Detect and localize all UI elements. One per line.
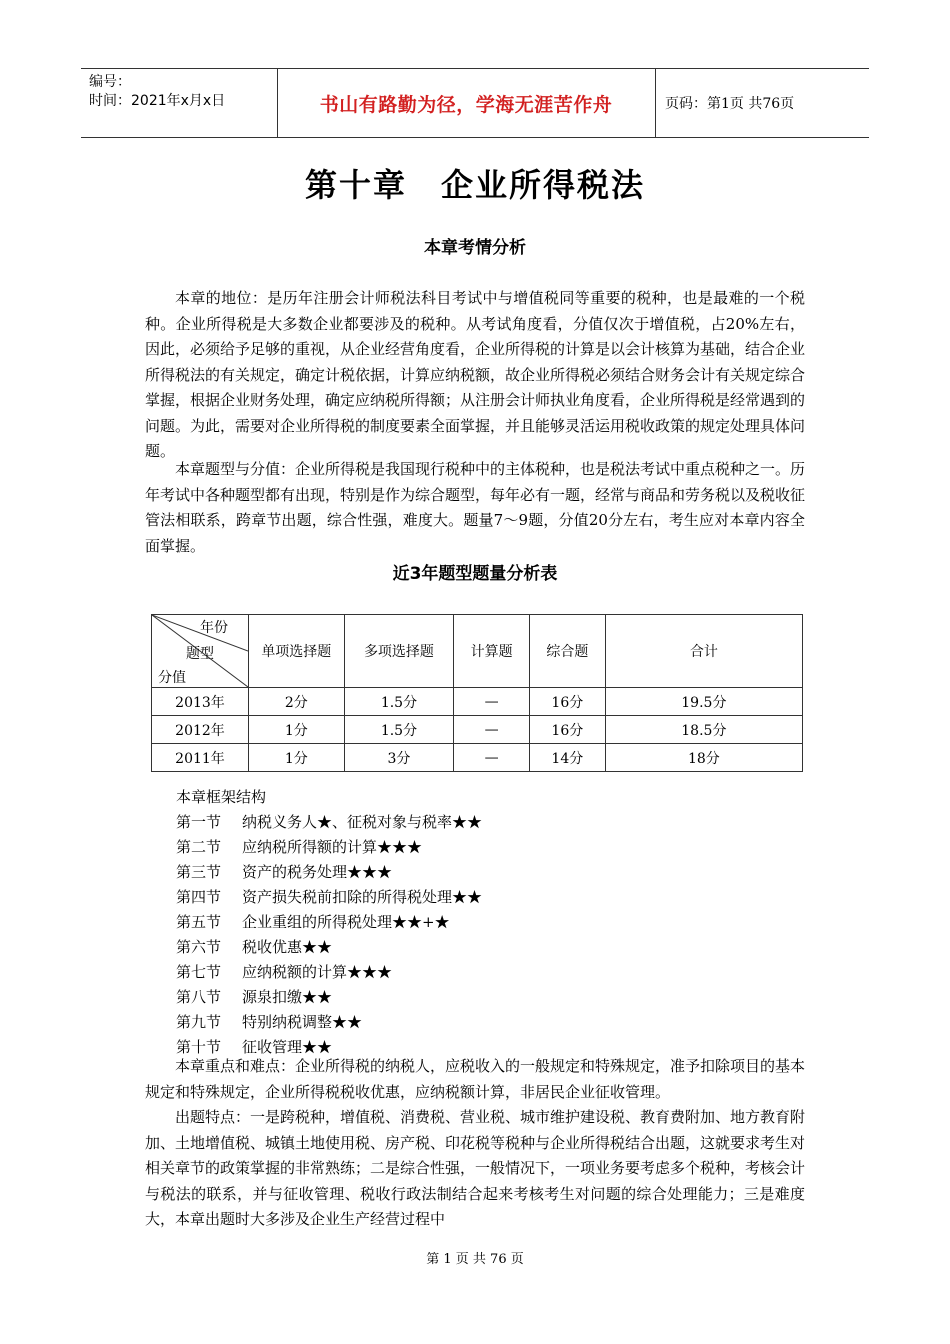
paragraph-question-types: 本章题型与分值：企业所得税是我国现行税种中的主体税种，也是税法考试中重点税种之一。历年考试中各种题型都有出现，特别是作为综合题型，每年必有一题，经常与商品和劳务税以及税收征管法相联系，跨章节出题，综合性强，难度大。题量7～9题，分值20分左右，考生应对本章内容全面掌握。 xyxy=(145,460,806,555)
section-number: 第七节 xyxy=(176,963,222,981)
table-cell: 1分 xyxy=(249,744,345,772)
header-motto: 书山有路勤为径，学海无涯苦作舟 xyxy=(319,93,613,116)
structure-item xyxy=(176,1010,482,1035)
table-cell: 3分 xyxy=(344,744,454,772)
section-subtitle: 本章考情分析 xyxy=(424,238,526,258)
header-page-info: 页码：第1页 共76页 xyxy=(665,96,795,112)
document-number-label: 编号： xyxy=(89,74,131,90)
section-topic: 应纳税所得额的计算★★★ xyxy=(242,838,423,856)
section-topic: 资产的税务处理★★★ xyxy=(242,863,393,881)
paragraph-key-points: 本章重点和难点：企业所得税的纳税人，应税收入的一般规定和特殊规定，准予扣除项目的基本规定和特殊规定，企业所得税税收优惠，应纳税额计算，非居民企业征收管理。 xyxy=(145,1057,806,1101)
table-cell: 18分 xyxy=(605,744,802,772)
paragraph-exam-features: 出题特点：一是跨税种，增值税、消费税、营业税、城市维护建设税、教育费附加、地方教育附加、土地增值税、城镇土地使用税、房产税、印花税等税种与企业所得税结合出题，这就要求考生对相关章节的政策掌握的非常熟练；二是综合性强，一般情况下，一项业务要考虑多个税种，考核会计与税法的联系，并与征收管理、税收行政法制结合起来考核考生对问题的综合处理能力；三是难度大，本章出题时大多涉及企业生产经营过程中 xyxy=(145,1108,806,1228)
table-cell: 1.5分 xyxy=(344,688,454,716)
section-number: 第二节 xyxy=(176,838,222,856)
structure-item xyxy=(176,810,482,835)
paragraph-chapter-status: 本章的地位：是历年注册会计师税法科目考试中与增值税同等重要的税种，也是最难的一个税种。企业所得税是大多数企业都要涉及的税种。从考试角度看，分值仅次于增值税，占20%左右，因此，必须给予足够的重视，从企业经营角度看，企业所得税的计算是以会计核算为基础，结合企业所得税法的有关规定，确定计税依据，计算应纳税额，故企业所得税必须结合财务会计有关规定综合掌握，根据企业财务处理，确定应纳税所得额；从注册会计师执业角度看，企业所得税是经常遇到的问题。为此，需要对企业所得税的制度要素全面掌握，并且能够灵活运用税收政策的规定处理具体问题。 xyxy=(145,289,806,460)
section-number: 第四节 xyxy=(176,888,222,906)
table-cell: 2011年 xyxy=(152,744,249,772)
section-topic: 应纳税额的计算★★★ xyxy=(242,963,393,981)
table-cell: — xyxy=(454,744,530,772)
section-number: 第一节 xyxy=(176,813,222,831)
table-cell: 16分 xyxy=(529,688,605,716)
table-header-cell: 计算题 xyxy=(454,615,530,688)
section-topic: 税收优惠★★ xyxy=(242,938,333,956)
section-topic: 纳税义务人★、征税对象与税率★★ xyxy=(242,813,483,831)
section-number: 第三节 xyxy=(176,863,222,881)
table-header-cell: 综合题 xyxy=(529,615,605,688)
question-analysis-table xyxy=(151,614,803,772)
structure-item xyxy=(176,910,482,935)
section-topic: 资产损失税前扣除的所得税处理★★ xyxy=(242,888,483,906)
table-cell: 2分 xyxy=(249,688,345,716)
page-header xyxy=(81,68,869,138)
structure-item xyxy=(176,960,482,985)
header-divider xyxy=(655,69,656,137)
document-date: 时间：2021年x月x日 xyxy=(89,93,226,109)
table-cell: 2013年 xyxy=(152,688,249,716)
section-number: 第九节 xyxy=(176,1013,222,1031)
table-cell: 19.5分 xyxy=(605,688,802,716)
table-cell: 18.5分 xyxy=(605,716,802,744)
structure-item xyxy=(176,885,482,910)
table-header-cell: 合计 xyxy=(605,615,802,688)
chapter-title: 第十章 企业所得税法 xyxy=(304,166,645,204)
table-cell: — xyxy=(454,688,530,716)
section-number: 第六节 xyxy=(176,938,222,956)
table-header-row xyxy=(152,615,803,688)
header-meta xyxy=(89,73,225,111)
section-number: 第十节 xyxy=(176,1038,222,1056)
page-footer: 第 1 页 共 76 页 xyxy=(426,1252,524,1267)
structure-item xyxy=(176,860,482,885)
header-score-label: 分值 xyxy=(158,670,186,686)
table-row xyxy=(152,716,803,744)
section-topic: 源泉扣缴★★ xyxy=(242,988,333,1006)
table-cell: 2012年 xyxy=(152,716,249,744)
structure-heading: 本章框架结构 xyxy=(176,788,267,806)
section-number: 第八节 xyxy=(176,988,222,1006)
section-number: 第五节 xyxy=(176,913,222,931)
table-cell: 1.5分 xyxy=(344,716,454,744)
structure-item xyxy=(176,935,482,960)
table-row xyxy=(152,688,803,716)
table-row xyxy=(152,744,803,772)
section-topic: 企业重组的所得税处理★★+★ xyxy=(242,913,450,931)
structure-item xyxy=(176,835,482,860)
table-cell: 14分 xyxy=(529,744,605,772)
header-year-label: 年份 xyxy=(200,620,228,636)
table-cell: 1分 xyxy=(249,716,345,744)
section-topic: 征收管理★★ xyxy=(242,1038,333,1056)
structure-item xyxy=(176,985,482,1010)
table-cell: 16分 xyxy=(529,716,605,744)
header-type-label: 题型 xyxy=(186,646,214,662)
table-header-cell: 多项选择题 xyxy=(344,615,454,688)
table-header-cell: 单项选择题 xyxy=(249,615,345,688)
section-topic: 特别纳税调整★★ xyxy=(242,1013,363,1031)
table-title: 近3年题型题量分析表 xyxy=(392,564,558,584)
diagonal-header-cell xyxy=(152,615,249,688)
table-cell: — xyxy=(454,716,530,744)
chapter-structure xyxy=(176,785,482,1060)
